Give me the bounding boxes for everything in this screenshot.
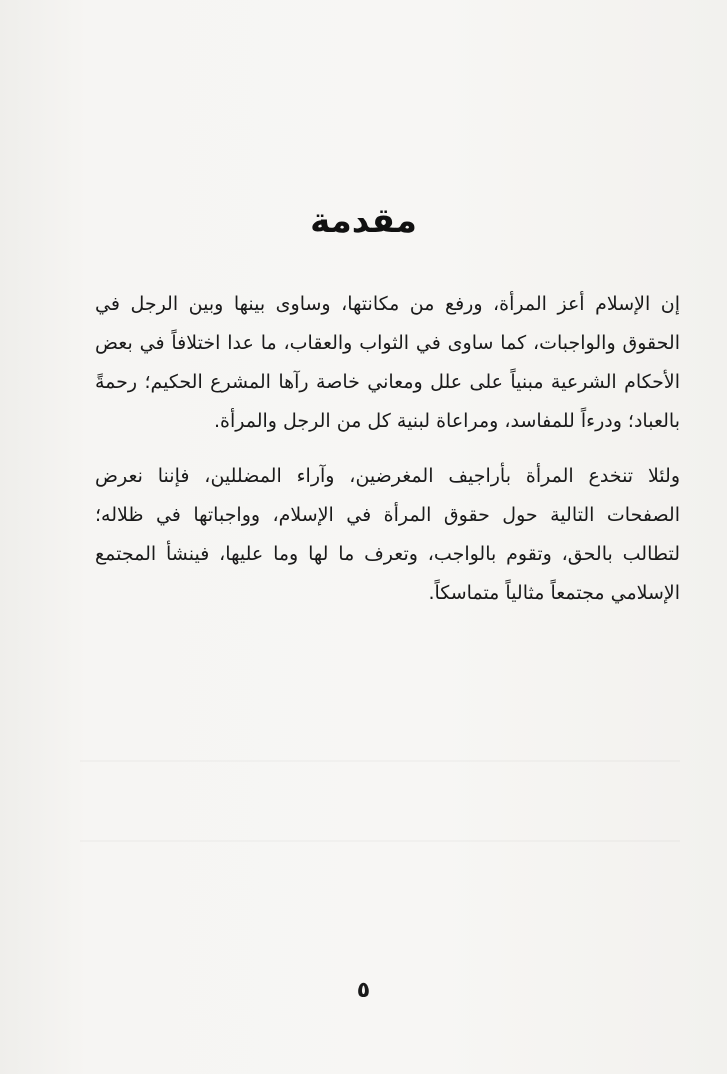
show-through-line [80,840,680,842]
paragraph: إن الإسلام أعز المرأة، ورفع من مكانتها، وساوى بينها وبين الرجل في الحقوق والواجبات، كما ساوى في الثواب والعقاب، ما عدا اختلافاً في بعض الأحكام الشرعية مبنياً على علل ومعاني خاصة رآها المشرع الحكيم؛ رحمةً بالعباد؛ ودرءاً للمفاسد، ومراعاة لبنية كل من الرجل والمرأة. [95,293,680,432]
page-number: ٥ [356,978,371,1003]
show-through-line [80,760,680,762]
body-text [95,285,680,613]
paragraph: ولئلا تنخدع المرأة بأراجيف المغرضين، وآراء المضللين، فإننا نعرض الصفحات التالية حول حقوق المرأة في الإسلام، وواجباتها في ظلاله؛ لتطالب بالحق، وتقوم بالواجب، وتعرف ما لها وما عليها، فينشأ المجتمع الإسلامي مجتمعاً مثالياً متماسكاً. [95,465,680,604]
page-title: مقدمة [310,200,417,241]
